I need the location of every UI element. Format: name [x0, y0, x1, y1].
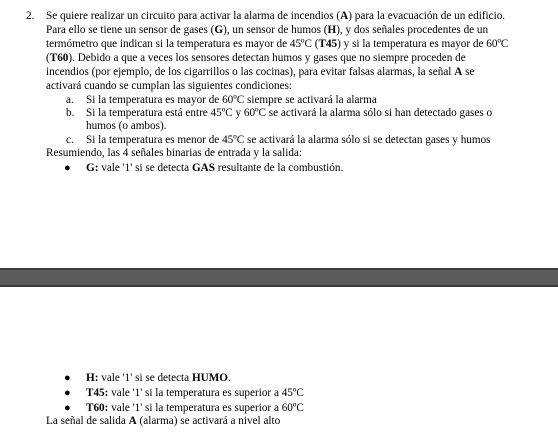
- intro-line-6: activará cuando se cumplan las siguientes condiciones:: [46, 80, 293, 92]
- summary-line: Resumiendo, las 4 señales binarias de entrada y la salida:: [46, 147, 302, 159]
- bullet-icon: ●: [64, 162, 71, 174]
- signal-g: G: vale '1' si se detecta GAS resultante de la combustión.: [86, 162, 344, 174]
- document-page-2: [0, 287, 558, 432]
- signal-t60: T60: vale '1' si la temperatura es superior a 60ºC: [86, 402, 304, 414]
- page-separator: [0, 268, 558, 287]
- condition-b-text-1: Si la temperatura está entre 45ºC y 60ºC se activará la alarma sólo si han detectado gases o: [86, 107, 493, 119]
- bullet-icon: ●: [64, 387, 71, 399]
- intro-line-3: termómetro que indican si la temperatura es mayor de 45ºC (T45) y si la temperatura es mayor de 60ºC: [46, 38, 509, 50]
- intro-line-5: incendios (por ejemplo, de los cigarrillos o las cocinas), para evitar falsas alarmas, la señal A se: [46, 66, 475, 78]
- condition-a-text: Si la temperatura es mayor de 60ºC siempre se activará la alarma: [86, 94, 377, 106]
- condition-b-letter: b.: [66, 107, 75, 119]
- intro-line-1: Se quiere realizar un circuito para activar la alarma de incendios (A) para la evacuación de un edificio.: [46, 10, 506, 22]
- bullet-icon: ●: [64, 372, 71, 384]
- intro-line-4: (T60). Debido a que a veces los sensores detectan humos y gases que no siempre proceden de: [46, 52, 466, 64]
- condition-c-letter: c.: [66, 134, 74, 146]
- intro-line-2: Para ello se tiene un sensor de gases (G), un sensor de humos (H), y dos señales procedentes de un: [46, 24, 489, 36]
- condition-a-letter: a.: [66, 94, 74, 106]
- condition-c-text: Si la temperatura es menor de 45ºC se activará la alarma sólo si se detectan gases y humos: [86, 134, 491, 146]
- bullet-icon: ●: [64, 402, 71, 414]
- signal-t45: T45: vale '1' si la temperatura es superior a 45ºC: [86, 387, 304, 399]
- output-line: La señal de salida A (alarma) se activará a nivel alto: [46, 415, 281, 427]
- question-number: 2.: [26, 10, 35, 22]
- signal-h: H: vale '1' si se detecta HUMO.: [86, 372, 231, 384]
- condition-b-text-2: humos (o ambos).: [86, 120, 167, 132]
